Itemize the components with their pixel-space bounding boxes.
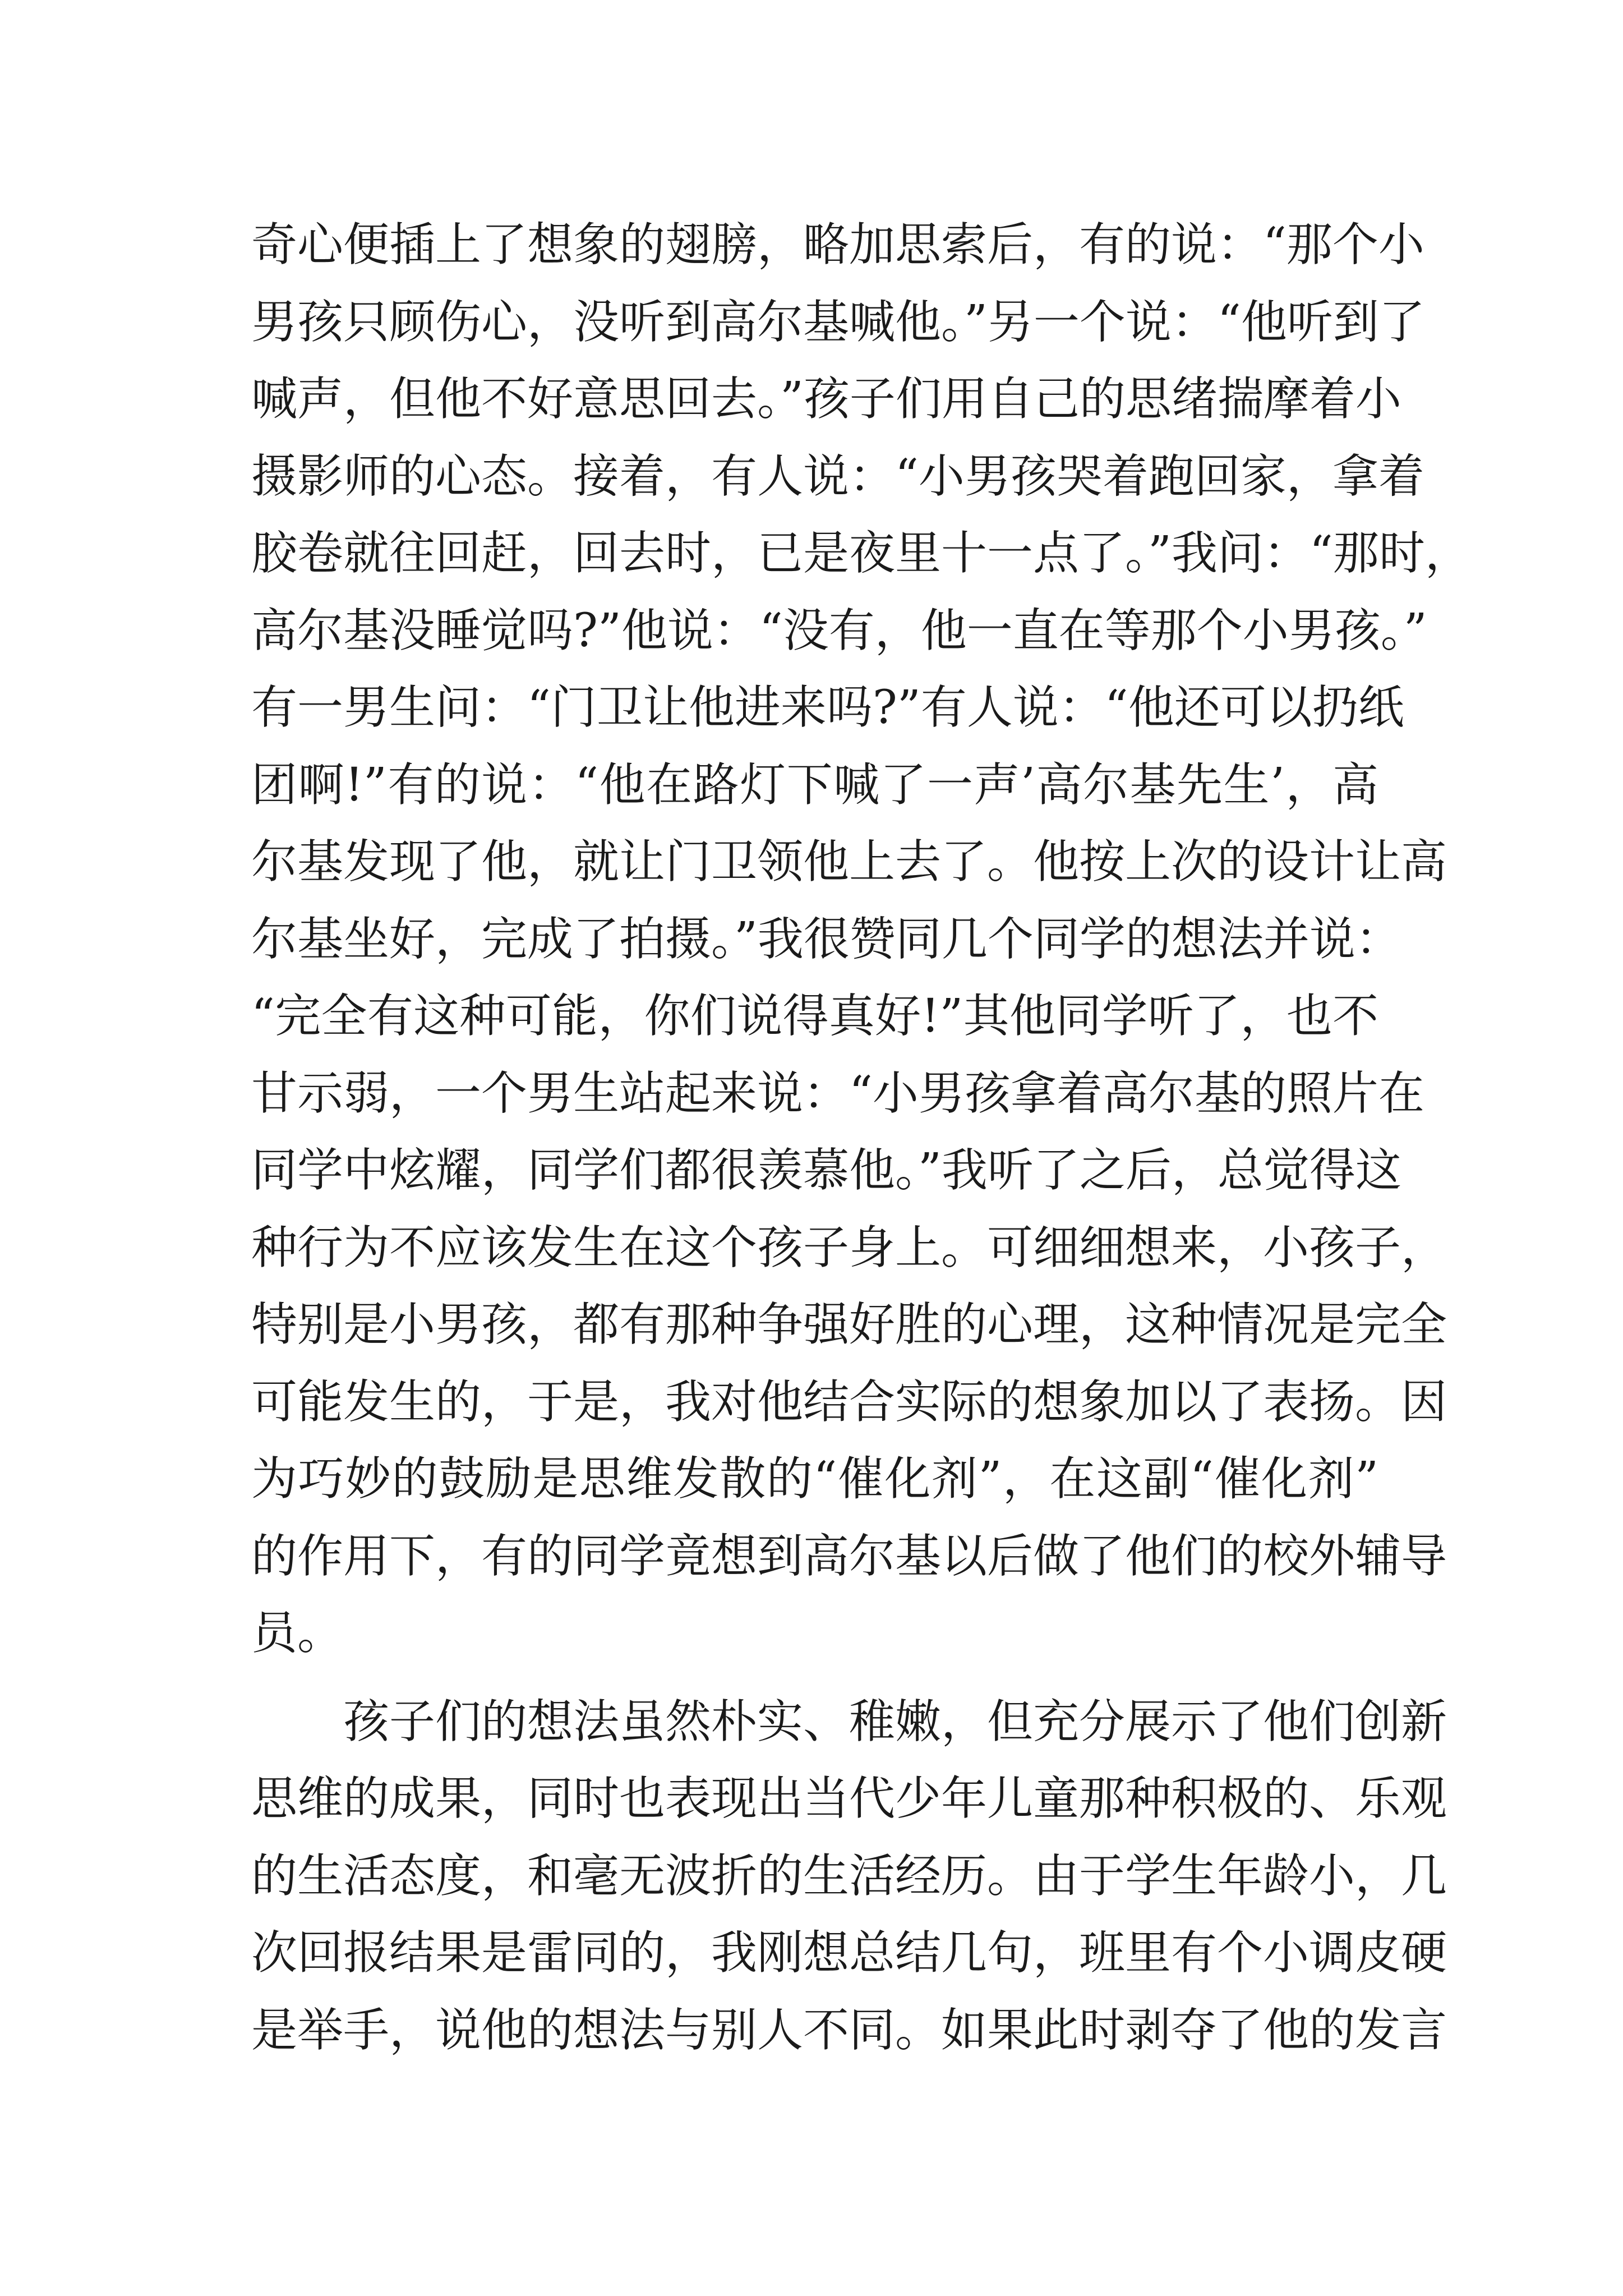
text-line: 尔基坐好，完成了拍摄。”我很赞同几个同学的想法并说： (251, 912, 1401, 966)
text-line: 的生活态度，和毫无波折的生活经历。由于学生年龄小，几 (251, 1849, 1447, 1903)
text-line: 高尔基没睡觉吗?”他说：“没有，他一直在等那个小男孩。” (251, 604, 1427, 657)
body-text (251, 206, 1471, 2069)
text-line: 有一男生问：“门卫让他进来吗?”有人说：“他还可以扔纸 (251, 681, 1404, 734)
text-line: 是举手，说他的想法与别人不同。如果此时剥夺了他的发言 (251, 2003, 1447, 2057)
text-line: 男孩只顾伤心，没听到高尔基喊他。”另一个说：“他听到了 (251, 295, 1425, 349)
text-line: 胶卷就往回赶，回去时，已是夜里十一点了。”我问：“那时， (251, 527, 1471, 580)
text-line: 次回报结果是雷同的，我刚想总结几句，班里有个小调皮硬 (251, 1926, 1447, 1980)
text-line: 喊声，但他不好意思回去。”孩子们用自己的思绪揣摩着小 (251, 372, 1401, 426)
text-line: 团啊!”有的说：“他在路灯下喊了一声’高尔基先生’，高 (251, 758, 1378, 812)
text-line: 甘示弱，一个男生站起来说：“小男孩拿着高尔基的照片在 (251, 1066, 1424, 1120)
text-line: 同学中炫耀，同学们都很羡慕他。”我听了之后，总觉得这 (251, 1144, 1401, 1197)
text-line: 可能发生的，于是，我对他结合实际的想象加以了表扬。因 (251, 1375, 1447, 1429)
text-line: 奇心便插上了想象的翅膀，略加思索后，有的说：“那个小 (251, 218, 1424, 272)
text-line: 思维的成果，同时也表现出当代少年儿童那种积极的、乐观 (251, 1772, 1447, 1825)
text-line: 摄影师的心态。接着，有人说：“小男孩哭着跑回家，拿着 (251, 449, 1424, 503)
text-line: “完全有这种可能，你们说得真好!”其他同学听了，也不 (251, 990, 1378, 1043)
text-line: 为巧妙的鼓励是思维发散的“催化剂”，在这副“催化剂” (251, 1452, 1378, 1506)
text-line: 种行为不应该发生在这个孩子身上。可细细想来，小孩子， (251, 1221, 1447, 1274)
text-line: 的作用下，有的同学竟想到高尔基以后做了他们的校外辅导 (251, 1529, 1447, 1583)
text-line: 特别是小男孩，都有那种争强好胜的心理，这种情况是完全 (251, 1298, 1447, 1351)
text-line: 尔基发现了他，就让门卫领他上去了。他按上次的设计让高 (251, 835, 1447, 889)
text-line: 员。 (251, 1607, 344, 1660)
text-line: 孩子们的想法虽然朴实、稚嫩，但充分展示了他们创新 (343, 1695, 1447, 1749)
paragraph-gap (251, 1672, 1378, 1683)
